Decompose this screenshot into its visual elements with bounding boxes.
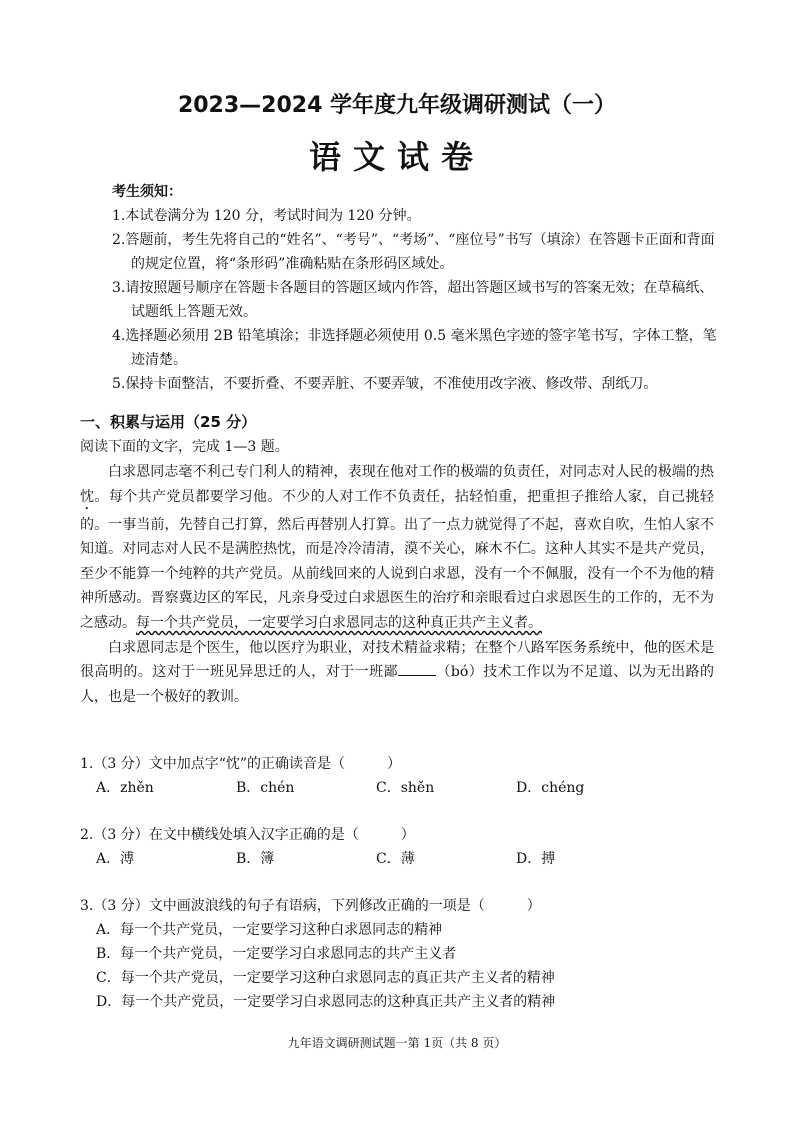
- subject-title: 语文试卷: [308, 138, 485, 176]
- question-stem: 1.（3 分）文中加点字“忱”的正确读音是（ ）: [80, 756, 402, 772]
- option-c: C．每一个共产党员，一定要学习这种白求恩同志的真正共产主义者的精神: [96, 970, 555, 986]
- option-b: B．chén: [236, 780, 295, 796]
- option-c: C．薄: [376, 851, 415, 867]
- notice-item: 4.选择题必须用 2B 铅笔填涂；非选择题必须使用 0.5 毫米黑色字迹的签字笔书写，字体工整，笔迹清楚。: [112, 328, 717, 368]
- notice-item: 3.请按照题号顺序在答题卡各题目的答题区域内作答，超出答题区域书写的答案无效；在草稿纸、试题纸上答题无效。: [112, 280, 714, 320]
- option-d: D．每一个共产党员，一定要学习白求恩同志的这种真正共产主义者的精神: [96, 994, 556, 1010]
- options-row: [80, 776, 656, 800]
- option-b: B．簿: [236, 851, 275, 867]
- question-stem: 2.（3 分）在文中横线处填入汉字正确的是（ ）: [80, 827, 415, 843]
- option-a: A．zhěn: [96, 780, 154, 796]
- option-a: A．溥: [96, 851, 135, 867]
- passage-text: 。每个共产党员都要学习他。不少的人对工作不负责任，拈轻怕重，把重担子推给人家，自己挑轻的。一事当前，先替自己打算，然后再替别人打算。出了一点力就觉得了不起，喜欢自吹，生怕人家不知道。对同志对人民不是满腔热忱，而是冷冷清清，漠不关心，麻木不仁。这种人其实不是共产党员，至少不能算一个纯粹的共产党员。从前线回来的人说到白求恩，没有一个不佩服，没有一个不为他的精神所感动。晋察冀边区的军民，凡亲身受过白求恩医生的治疗和亲眼看过白求恩医生的工作的，无不为之感动。: [80, 488, 715, 631]
- options-row: [80, 847, 656, 871]
- reading-passage: [80, 460, 714, 709]
- dotted-character: 忱: [80, 488, 95, 505]
- option-d: D．搏: [516, 851, 556, 867]
- passage-paragraph-2: [80, 636, 714, 710]
- candidate-notice: [112, 180, 722, 396]
- option-b: B．每一个共产党员，一定要学习白求恩同志的共产主义者: [96, 946, 457, 962]
- notice-item: 5.保持卡面整洁，不要折叠、不要弄脏、不要弄皱，不准使用改字液、修改带、刮纸刀。: [112, 376, 658, 392]
- passage-text: （bó）技术工作以为不足道、以为无出路的人，也是一个极好的教训。: [80, 664, 714, 705]
- passage-text: 白求恩同志是个医生，他以医疗为职业，对技术精益求精；在整个八路军医务系统中，他的医术是很高明的。这对于一班见异思迁的人，对于一班鄙: [80, 639, 714, 681]
- passage-paragraph-1: [80, 460, 714, 636]
- exam-title: 2023—2024 学年度九年级调研测试（一）: [177, 93, 617, 118]
- passage-text: 白求恩同志毫不利己专门利人的精神，表现在他对工作的极端的负责任，对同志对人民的极端的热: [108, 464, 714, 480]
- notice-heading: 考生须知：: [112, 184, 182, 200]
- notice-item: 2.答题前，考生先将自己的“姓名”、“考号”、“考场”、“座位号”书写（填涂）在答题卡正面和背面的规定位置，将“条形码”准确粘贴在条形码区域处。: [112, 232, 715, 272]
- question-3: [80, 894, 555, 1014]
- option-a: A．每一个共产党员，一定要学习这种白求恩同志的精神: [96, 922, 443, 938]
- question-stem: 3.（3 分）文中画波浪线的句子有语病，下列修改正确的一项是（ ）: [80, 898, 541, 914]
- section-title: 一、积累与运用（25 分）: [80, 413, 257, 431]
- notice-item: 1.本试卷满分为 120 分，考试时间为 120 分钟。: [112, 208, 421, 224]
- question-2: [80, 823, 656, 871]
- wavy-underlined-sentence: 每一个共产党员，一定要学习白求恩同志的这种真正共产主义者。: [136, 614, 542, 631]
- fill-in-blank: [398, 661, 436, 676]
- page-footer: 九年语文调研测试题一第 1页（共 8 页）: [287, 1036, 507, 1050]
- options-list: [80, 918, 555, 1014]
- reading-instruction: 阅读下面的文字，完成 1—3 题。: [80, 439, 289, 455]
- option-c: C．shěn: [376, 780, 435, 796]
- question-1: [80, 752, 656, 800]
- option-d: D．chéng: [516, 780, 585, 796]
